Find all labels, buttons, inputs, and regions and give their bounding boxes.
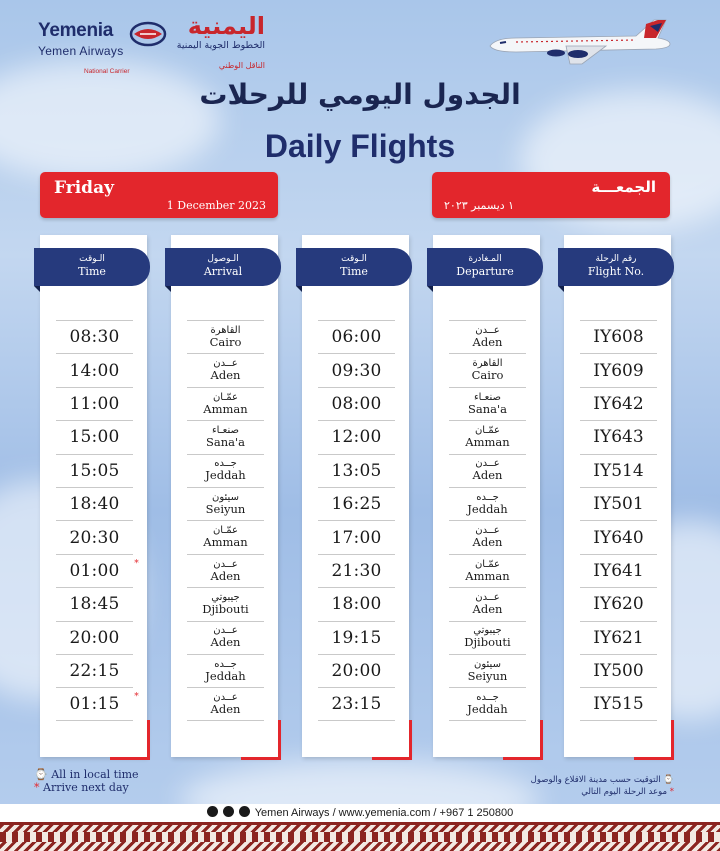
- departure-city-cell: [449, 687, 526, 720]
- arrival-city-arabic: عــدن: [213, 625, 238, 637]
- footnote-next-day: [34, 781, 139, 794]
- departure-city: Aden: [472, 334, 503, 349]
- departure-city: Aden: [472, 535, 503, 550]
- brand-name: Yemenia: [38, 20, 114, 41]
- flight-number-cell: [580, 621, 657, 654]
- arrival-time: 22:15: [69, 661, 120, 682]
- header-label-arabic: الـوصول: [207, 254, 239, 264]
- flight-number: IY620: [593, 594, 644, 615]
- departure-time: 23:15: [331, 693, 382, 714]
- departure-city: Sana'a: [467, 401, 507, 416]
- column-corner-accent: [409, 720, 412, 760]
- flight-number: IY514: [593, 460, 644, 481]
- brand-airline-name: Yemen Airways: [38, 44, 124, 58]
- header-label-arabic: الـوقت: [341, 254, 367, 264]
- header-label: Arrival: [203, 265, 243, 278]
- arrival-city-arabic: عــدن: [213, 691, 238, 703]
- flight-number: IY640: [593, 527, 644, 548]
- flight-number: IY515: [593, 693, 644, 714]
- day-banner-english: [40, 172, 278, 218]
- arrival-city-cell: [187, 353, 264, 386]
- brand-logo-english: [38, 20, 130, 75]
- arrival-time-list: [56, 320, 139, 721]
- header-label: Time: [340, 265, 368, 278]
- departure-city-arabic: عــدن: [475, 324, 500, 336]
- arrival-time: 15:00: [69, 427, 120, 448]
- arrival-city-cell: [187, 320, 264, 353]
- arrival-city: Aden: [210, 568, 241, 583]
- arrival-city: Amman: [203, 535, 248, 550]
- contact-bar: [0, 804, 720, 822]
- flight-number: IY643: [593, 427, 644, 448]
- arrival-city-cell: [187, 520, 264, 553]
- brand-airline-name-arabic: الخطوط الجوية اليمنية: [176, 40, 265, 52]
- clock-mark-icon: ⌚: [34, 768, 48, 781]
- departure-city-arabic: عمّـان: [474, 425, 501, 437]
- header-label: Departure: [456, 265, 514, 278]
- flight-number-cell: [580, 687, 657, 720]
- departure-city-arabic: جــده: [476, 491, 499, 503]
- asterisk-icon: *: [669, 787, 674, 797]
- brand-logo-arabic: [155, 14, 265, 70]
- departure-city-cell: [449, 487, 526, 520]
- departure-city-cell: [449, 420, 526, 453]
- departure-time: 19:15: [331, 627, 382, 648]
- decorative-pattern-band: [0, 832, 720, 842]
- departure-time: 16:25: [331, 494, 382, 515]
- flight-number-cell: [580, 520, 657, 553]
- arrival-time: 01:15: [69, 693, 120, 714]
- next-day-marker: *: [134, 558, 139, 569]
- asterisk-icon: *: [34, 781, 40, 794]
- departure-city-cell: [449, 520, 526, 553]
- flight-number-cell: [580, 387, 657, 420]
- flight-number-list: [580, 320, 657, 721]
- column-corner-accent: [671, 720, 674, 760]
- arrival-city-arabic: صنعـاء: [211, 425, 239, 437]
- footnote-text: Arrive next day: [43, 781, 129, 794]
- flight-number-cell: [580, 554, 657, 587]
- arrival-city-arabic: عــدن: [213, 358, 238, 370]
- arrival-city: Aden: [210, 368, 241, 383]
- arrival-city-arabic: جــده: [214, 458, 237, 470]
- flight-number: IY642: [593, 393, 644, 414]
- arrival-time: 15:05: [69, 460, 120, 481]
- column-arrival: [171, 235, 278, 757]
- arrival-city: Aden: [210, 701, 241, 716]
- flight-number-cell: [580, 320, 657, 353]
- arrival-city-cell: [187, 420, 264, 453]
- header-label-arabic: المـغادرة: [468, 254, 502, 264]
- departure-time-cell: [318, 454, 395, 487]
- arrival-time: 20:30: [69, 527, 120, 548]
- footnote-text-arabic: موعد الرحلة اليوم التالي: [581, 787, 668, 797]
- departure-time-cell: [318, 320, 395, 353]
- facebook-icon: [239, 806, 250, 817]
- departure-city-arabic: عــدن: [475, 592, 500, 603]
- arrival-time-cell: [56, 454, 133, 487]
- departure-city-arabic: عــدن: [475, 458, 500, 470]
- date-label: 1 December 2023: [166, 199, 266, 212]
- header-label-arabic: الـوقت: [79, 254, 105, 264]
- twitter-icon: [223, 806, 234, 817]
- column-header-arrival: [165, 248, 281, 286]
- arrival-time-cell: [56, 554, 139, 587]
- departure-time-cell: [318, 487, 395, 520]
- departure-time-list: [318, 320, 395, 721]
- arrival-time-cell: [56, 687, 139, 720]
- footnote-local-time: [34, 768, 139, 781]
- clock-mark-icon: ⌚: [663, 775, 674, 785]
- arrival-city: Seiyun: [205, 501, 246, 516]
- departure-city: Seiyun: [467, 668, 508, 683]
- day-label: Friday: [54, 178, 114, 198]
- departure-city-cell: [449, 320, 526, 353]
- arrival-time-cell: [56, 520, 133, 553]
- arrival-time: 01:00: [69, 560, 120, 581]
- brand-carrier-label: National Carrier: [84, 68, 130, 75]
- column-departure-time: [302, 235, 409, 757]
- flight-number: IY621: [593, 627, 644, 648]
- arrival-time-cell: [56, 587, 133, 620]
- instagram-icon: [207, 806, 218, 817]
- column-header-departure-time: [296, 248, 412, 286]
- departure-city-arabic: عمّـان: [474, 558, 501, 570]
- departure-time: 08:00: [331, 393, 382, 414]
- footnotes-arabic: [474, 774, 674, 798]
- arrival-time: 18:40: [69, 494, 120, 515]
- flight-number-cell: [580, 487, 657, 520]
- arrival-city-list: [187, 320, 264, 721]
- departure-city-arabic: صنعـاء: [473, 391, 501, 403]
- arrival-city: Djibouti: [202, 602, 249, 616]
- flight-number: IY641: [593, 560, 644, 581]
- arrival-city-arabic: سيئون: [212, 491, 239, 503]
- column-header-flight-number: [558, 248, 674, 286]
- flight-number-cell: [580, 454, 657, 487]
- departure-time-cell: [318, 621, 395, 654]
- arrival-city: Aden: [210, 635, 241, 650]
- departure-city-arabic: القاهرة: [472, 358, 503, 370]
- departure-time: 21:30: [331, 560, 382, 581]
- arrival-time-cell: [56, 654, 133, 687]
- departure-city: Aden: [472, 602, 503, 616]
- footnote-local-time-arabic: [474, 774, 674, 786]
- arrival-city-cell: [187, 554, 264, 587]
- departure-time-cell: [318, 387, 395, 420]
- day-label-arabic: الجمعـــة: [591, 178, 656, 196]
- departure-city: Cairo: [471, 368, 504, 383]
- arrival-time: 11:00: [69, 393, 120, 414]
- column-departure: [433, 235, 540, 757]
- departure-city: Djibouti: [464, 635, 511, 650]
- arrival-time-cell: [56, 487, 133, 520]
- footnotes-english: [34, 768, 139, 794]
- date-label-arabic: ١ ديسمبر ٢٠٢٣: [444, 199, 515, 212]
- arrival-city-arabic: القاهرة: [210, 324, 241, 336]
- footnote-text-arabic: التوقيت حسب مدينة الاقلاع والوصول: [530, 775, 661, 785]
- flight-number: IY609: [593, 360, 644, 381]
- arrival-time: 18:45: [69, 594, 120, 615]
- arrival-time-cell: [56, 420, 133, 453]
- contact-text: Yemen Airways / www.yemenia.com / +967 1 250800: [254, 807, 514, 819]
- arrival-city-arabic: عمّـان: [212, 391, 239, 403]
- arrival-time: 08:30: [69, 327, 120, 348]
- departure-time-cell: [318, 687, 395, 720]
- departure-city-arabic: عــدن: [475, 525, 500, 537]
- departure-city: Amman: [465, 435, 510, 450]
- departure-city-cell: [449, 554, 526, 587]
- departure-city-arabic: سيئون: [474, 658, 501, 670]
- departure-time-cell: [318, 554, 395, 587]
- arrival-time: 14:00: [69, 360, 120, 381]
- departure-city: Amman: [465, 568, 510, 583]
- column-header-departure: [427, 248, 543, 286]
- flight-number-cell: [580, 353, 657, 386]
- page-title-arabic: الجدول اليومي للرحلات: [199, 78, 521, 111]
- header-label: Flight No.: [587, 265, 645, 278]
- departure-time-cell: [318, 654, 395, 687]
- departure-time: 13:05: [331, 460, 382, 481]
- column-header-arrival-time: [34, 248, 150, 286]
- arrival-city-arabic: جــده: [214, 658, 237, 670]
- arrival-city-cell: [187, 487, 264, 520]
- arrival-time-cell: [56, 387, 133, 420]
- departure-time: 06:00: [331, 327, 382, 348]
- arrival-time-cell: [56, 621, 133, 654]
- header-label: Time: [78, 265, 106, 278]
- departure-city: Jeddah: [467, 501, 508, 516]
- departure-city-cell: [449, 353, 526, 386]
- departure-city-arabic: جيبوتي: [473, 625, 502, 637]
- arrival-city: Amman: [203, 401, 248, 416]
- departure-time: 09:30: [331, 360, 382, 381]
- arrival-city-arabic: جيبوتي: [211, 592, 240, 603]
- arrival-city-arabic: عمّـان: [212, 525, 239, 537]
- departure-time: 17:00: [331, 527, 382, 548]
- departure-city-cell: [449, 654, 526, 687]
- arrival-city-cell: [187, 387, 264, 420]
- departure-time-cell: [318, 587, 395, 620]
- departure-city-cell: [449, 387, 526, 420]
- departure-time: 20:00: [331, 661, 382, 682]
- departure-city-cell: [449, 454, 526, 487]
- column-corner-accent: [147, 720, 150, 760]
- flight-number-cell: [580, 654, 657, 687]
- flight-number: IY608: [593, 327, 644, 348]
- departure-time-cell: [318, 353, 395, 386]
- airplane-icon: [486, 16, 676, 72]
- arrival-city-cell: [187, 454, 264, 487]
- departure-city-cell: [449, 587, 526, 620]
- arrival-time-cell: [56, 320, 133, 353]
- footnote-next-day-arabic: [474, 786, 674, 798]
- flight-number: IY501: [593, 494, 644, 515]
- header-label-arabic: رقم الرحلة: [595, 254, 637, 264]
- departure-time-cell: [318, 520, 395, 553]
- footnote-text: All in local time: [51, 768, 139, 781]
- column-corner-accent: [540, 720, 543, 760]
- departure-city-list: [449, 320, 526, 721]
- column-corner-accent: [278, 720, 281, 760]
- day-banner-arabic: [432, 172, 670, 218]
- page-title: Daily Flights: [264, 128, 456, 164]
- next-day-marker: *: [134, 692, 139, 703]
- departure-city-arabic: جــده: [476, 691, 499, 703]
- arrival-city-cell: [187, 587, 264, 620]
- arrival-city: Jeddah: [205, 668, 246, 683]
- departure-time-cell: [318, 420, 395, 453]
- arrival-city: Cairo: [209, 334, 242, 349]
- departure-city: Jeddah: [467, 701, 508, 716]
- flight-number-cell: [580, 587, 657, 620]
- column-flight-number: [564, 235, 671, 757]
- arrival-city-arabic: عــدن: [213, 558, 238, 570]
- arrival-time: 20:00: [69, 627, 120, 648]
- column-arrival-time: [40, 235, 147, 757]
- arrival-city: Jeddah: [205, 468, 246, 483]
- flight-number-cell: [580, 420, 657, 453]
- brand-carrier-label-arabic: الناقل الوطني: [218, 61, 265, 71]
- departure-time: 18:00: [331, 594, 382, 615]
- brand-name-arabic: اليمنية: [187, 12, 265, 40]
- arrival-city-cell: [187, 621, 264, 654]
- departure-city: Aden: [472, 468, 503, 483]
- arrival-time-cell: [56, 353, 133, 386]
- departure-city-cell: [449, 621, 526, 654]
- flight-number: IY500: [593, 661, 644, 682]
- arrival-city: Sana'a: [205, 435, 245, 450]
- departure-time: 12:00: [331, 427, 382, 448]
- arrival-city-cell: [187, 654, 264, 687]
- arrival-city-cell: [187, 687, 264, 720]
